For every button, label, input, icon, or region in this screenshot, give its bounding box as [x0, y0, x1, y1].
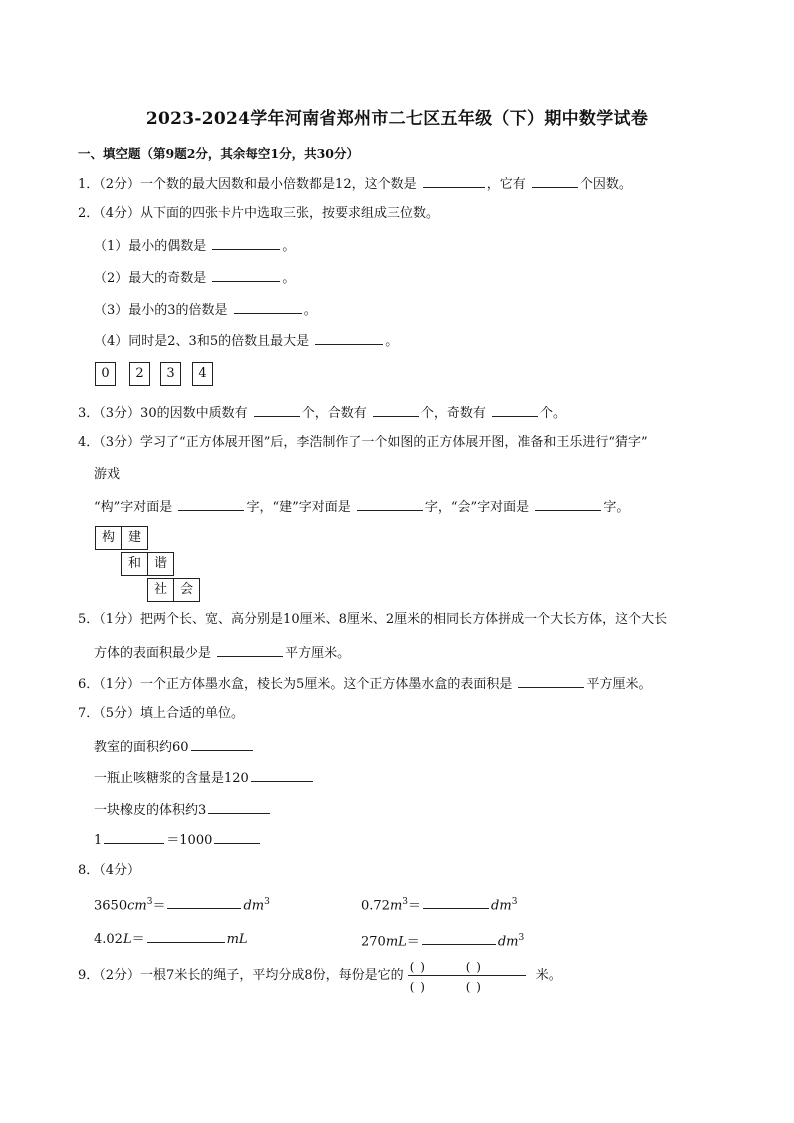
q3-text-b: 个，合数有 — [301, 406, 367, 421]
q8-unit: dm — [497, 934, 519, 950]
q8-unit: m — [389, 898, 403, 914]
q8-value: 270 — [361, 934, 386, 950]
answer-blank[interactable] — [518, 674, 584, 688]
q7-line-3 — [94, 800, 272, 820]
q8-unit: mL — [385, 934, 407, 950]
q8-exponent: 3 — [518, 933, 525, 943]
fraction — [408, 959, 536, 994]
answer-blank[interactable] — [217, 643, 283, 657]
answer-blank[interactable] — [422, 931, 496, 945]
q4-text-c: 字，“会”字对面是 — [424, 500, 530, 515]
q9-text-a: 9．（2分）一根7米长的绳子，平均分成8份，每份是它的 — [78, 968, 404, 983]
q8-equals: ＝ — [131, 932, 145, 947]
page-title: 2023-2024学年河南省郑州市二七区五年级（下）期中数学试卷 — [145, 109, 649, 129]
answer-blank[interactable] — [357, 497, 423, 511]
q8-value: 3650 — [94, 898, 128, 914]
q8-item-a1 — [94, 893, 270, 915]
period: 。 — [303, 303, 317, 318]
question-5-line-1: 5．（1分）把两个长、宽、高分别是10厘米、8厘米、2厘米的相同长方体拼成一个大长方体，这个大长 — [78, 612, 668, 627]
number-card: 4 — [192, 362, 213, 386]
q5-text-b: 平方厘米。 — [285, 646, 351, 661]
cube-net-face: 构 — [95, 526, 122, 550]
q2-sub-1 — [94, 236, 295, 256]
question-4-answers — [94, 497, 629, 517]
q8-exponent: 3 — [146, 897, 153, 907]
q6-text-a: 6．（1分）一个正方体墨水盒，棱长为5厘米。这个正方体墨水盒的表面积是 — [78, 677, 513, 692]
answer-blank[interactable] — [423, 174, 485, 188]
q4-text-b: 字，“建”字对面是 — [246, 500, 351, 515]
q7-line-2-text: 一瓶止咳糖浆的含量是120 — [94, 771, 249, 786]
cube-net-face: 建 — [121, 526, 148, 550]
question-5-line-2 — [94, 643, 350, 663]
fraction-denominator[interactable]: ( ) — [409, 979, 426, 994]
answer-blank[interactable] — [104, 830, 164, 844]
q8-unit: dm — [491, 898, 512, 914]
q8-value: 4.02 — [94, 932, 123, 947]
answer-blank[interactable] — [191, 737, 253, 751]
answer-blank[interactable] — [147, 929, 225, 943]
q1-text-a: 1．（2分）一个数的最大因数和最小倍数都是12，这个数是 — [78, 177, 417, 192]
cube-net-face: 谐 — [147, 552, 174, 576]
period: 。 — [282, 239, 296, 254]
answer-blank[interactable] — [251, 768, 313, 782]
q9-text-b: 米。 — [535, 968, 562, 983]
fraction-numerator-2[interactable]: ( ) — [465, 959, 482, 974]
q8-exponent: 3 — [511, 897, 518, 907]
q7-line-1 — [94, 737, 255, 757]
q7-line-4-text-b: ＝1000 — [166, 833, 213, 848]
number-card: 0 — [95, 362, 116, 386]
cube-net-face: 社 — [147, 578, 174, 602]
question-3 — [78, 403, 566, 423]
q8-unit: dm — [243, 898, 265, 914]
q7-line-3-text: 一块橡皮的体积约3 — [94, 803, 207, 818]
question-9 — [78, 959, 562, 994]
q8-unit: L — [122, 932, 132, 947]
q3-text-a: 3．（3分）30的因数中质数有 — [78, 406, 248, 421]
answer-blank[interactable] — [212, 236, 280, 250]
q7-line-2 — [94, 768, 315, 788]
fraction-denominator-2[interactable]: ( ) — [465, 979, 482, 994]
q8-exponent: 3 — [402, 897, 409, 907]
answer-blank[interactable] — [208, 800, 270, 814]
answer-blank[interactable] — [535, 497, 601, 511]
q7-line-4-text-a: 1 — [94, 833, 103, 848]
q2-sub-3-text: （3）最小的3的倍数是 — [94, 303, 228, 318]
q2-sub-2-text: （2）最大的奇数是 — [94, 271, 207, 286]
q8-item-b2 — [361, 929, 524, 951]
q2-sub-4-text: （4）同时是2、3和5的倍数且最大是 — [94, 334, 310, 349]
cube-net-face: 和 — [121, 552, 148, 576]
question-4-line-2: 游戏 — [94, 467, 121, 482]
q8-unit: mL — [226, 932, 248, 947]
section-heading: 一、填空题（第9题2分，其余每空1分，共30分） — [78, 146, 359, 161]
question-4-line-1: 4．（3分）学习了“正方体展开图”后，李浩制作了一个如图的正方体展开图，准备和王乐进行“猜字” — [78, 435, 648, 450]
number-card: 2 — [129, 362, 150, 386]
q5-text-a: 方体的表面积最少是 — [94, 646, 212, 661]
q8-equals: ＝ — [408, 898, 422, 914]
answer-blank[interactable] — [234, 300, 302, 314]
answer-blank[interactable] — [423, 895, 489, 909]
q7-line-4 — [94, 830, 262, 850]
q1-text-b: ，它有 — [486, 177, 526, 192]
q7-line-1-text: 教室的面积约60 — [94, 740, 189, 755]
q2-sub-1-text: （1）最小的偶数是 — [94, 239, 207, 254]
q8-value: 0.72 — [361, 898, 390, 914]
fraction-numerator[interactable]: ( ) — [409, 959, 426, 974]
q1-text-c: 个因数。 — [579, 177, 632, 192]
q8-item-b1 — [361, 893, 517, 915]
q4-text-d: 字。 — [603, 500, 630, 515]
q8-equals: ＝ — [152, 898, 166, 914]
number-card: 3 — [160, 362, 181, 386]
cube-net-face: 会 — [173, 578, 200, 602]
q2-sub-4 — [94, 331, 398, 351]
q2-sub-3 — [94, 300, 317, 320]
question-6 — [78, 674, 651, 694]
answer-blank[interactable] — [212, 268, 280, 282]
q8-item-a2 — [94, 929, 248, 949]
answer-blank[interactable] — [178, 497, 244, 511]
answer-blank[interactable] — [373, 403, 419, 417]
answer-blank[interactable] — [214, 830, 260, 844]
question-1 — [78, 174, 632, 194]
period: 。 — [282, 271, 296, 286]
q8-exponent: 3 — [264, 897, 270, 907]
question-2-stem: 2．（4分）从下面的四张卡片中选取三张，按要求组成三位数。 — [78, 206, 440, 221]
period: 。 — [385, 334, 399, 349]
answer-blank[interactable] — [492, 403, 538, 417]
question-7-stem: 7．（5分）填上合适的单位。 — [78, 706, 245, 721]
fraction-bar — [408, 975, 526, 976]
q4-text-a: “构”字对面是 — [94, 500, 173, 515]
q8-equals: ＝ — [406, 934, 420, 950]
answer-blank[interactable] — [167, 895, 241, 909]
q2-sub-2 — [94, 268, 295, 288]
answer-blank[interactable] — [532, 174, 578, 188]
question-8-stem: 8．（4分） — [78, 863, 141, 878]
q6-text-b: 平方厘米。 — [586, 677, 652, 692]
answer-blank[interactable] — [254, 403, 300, 417]
q8-unit: cm — [127, 898, 147, 914]
q3-text-c: 个，奇数有 — [420, 406, 486, 421]
q3-text-d: 个。 — [540, 406, 567, 421]
answer-blank[interactable] — [315, 331, 383, 345]
